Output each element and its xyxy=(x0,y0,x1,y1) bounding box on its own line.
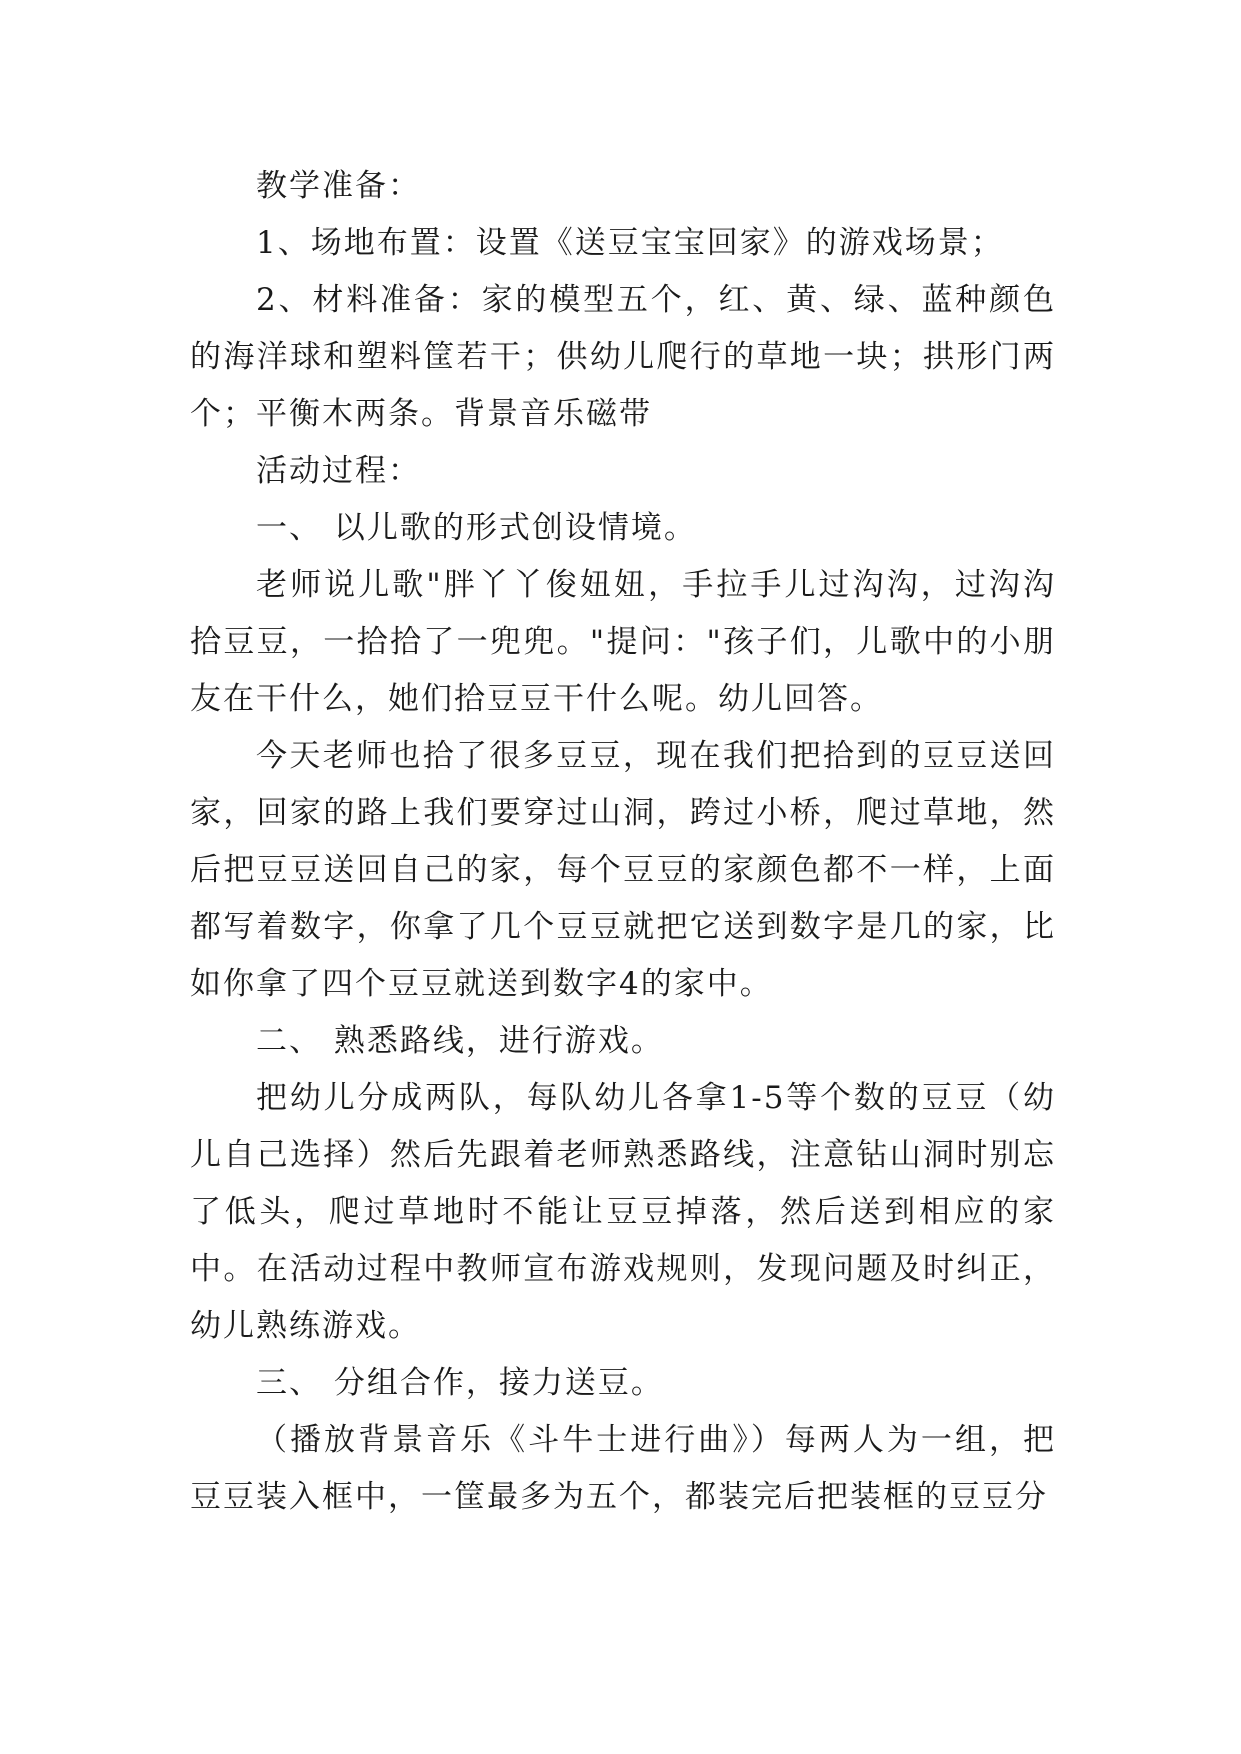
paragraph-materials: 2、材料准备：家的模型五个，红、黄、绿、蓝种颜色的海洋球和塑料筐若干；供幼儿爬行的草地一块；拱形门两个；平衡木两条。背景音乐磁带 xyxy=(190,282,1056,432)
paragraph-relay: （播放背景音乐《斗牛士进行曲》）每两人为一组，把豆豆装入框中，一筐最多为五个，都装完后把装框的豆豆分 xyxy=(190,1422,1056,1515)
section-heading-teaching-preparation: 教学准备： xyxy=(256,168,421,204)
section-heading-activity-process: 活动过程： xyxy=(256,453,421,489)
paragraph-venue-setup: 1、场地布置：设置《送豆宝宝回家》的游戏场景； xyxy=(256,225,1004,261)
step-heading-3: 三、 分组合作，接力送豆。 xyxy=(256,1365,664,1401)
paragraph-route-practice: 把幼儿分成两队，每队幼儿各拿1-5等个数的豆豆（幼儿自己选择）然后先跟着老师熟悉路线，注意钻山洞时别忘了低头，爬过草地时不能让豆豆掉落，然后送到相应的家中。在活动过程中教师宣布游戏规则，发现问题及时纠正，幼儿熟练游戏。 xyxy=(190,1080,1056,1344)
paragraph-game-intro: 今天老师也拾了很多豆豆，现在我们把拾到的豆豆送回家，回家的路上我们要穿过山洞，跨过小桥，爬过草地，然后把豆豆送回自己的家，每个豆豆的家颜色都不一样，上面都写着数字，你拿了几个豆豆就把它送到数字是几的家，比如你拿了四个豆豆就送到数字4的家中。 xyxy=(190,738,1056,1002)
paragraph-nursery-rhyme: 老师说儿歌"胖丫丫俊妞妞，手拉手儿过沟沟，过沟沟拾豆豆，一拾拾了一兜兜。"提问："孩子们，儿歌中的小朋友在干什么，她们拾豆豆干什么呢。幼儿回答。 xyxy=(190,567,1056,717)
step-heading-1: 一、 以儿歌的形式创设情境。 xyxy=(256,510,697,546)
document-body xyxy=(190,158,1056,1526)
step-heading-2: 二、 熟悉路线，进行游戏。 xyxy=(256,1023,664,1059)
